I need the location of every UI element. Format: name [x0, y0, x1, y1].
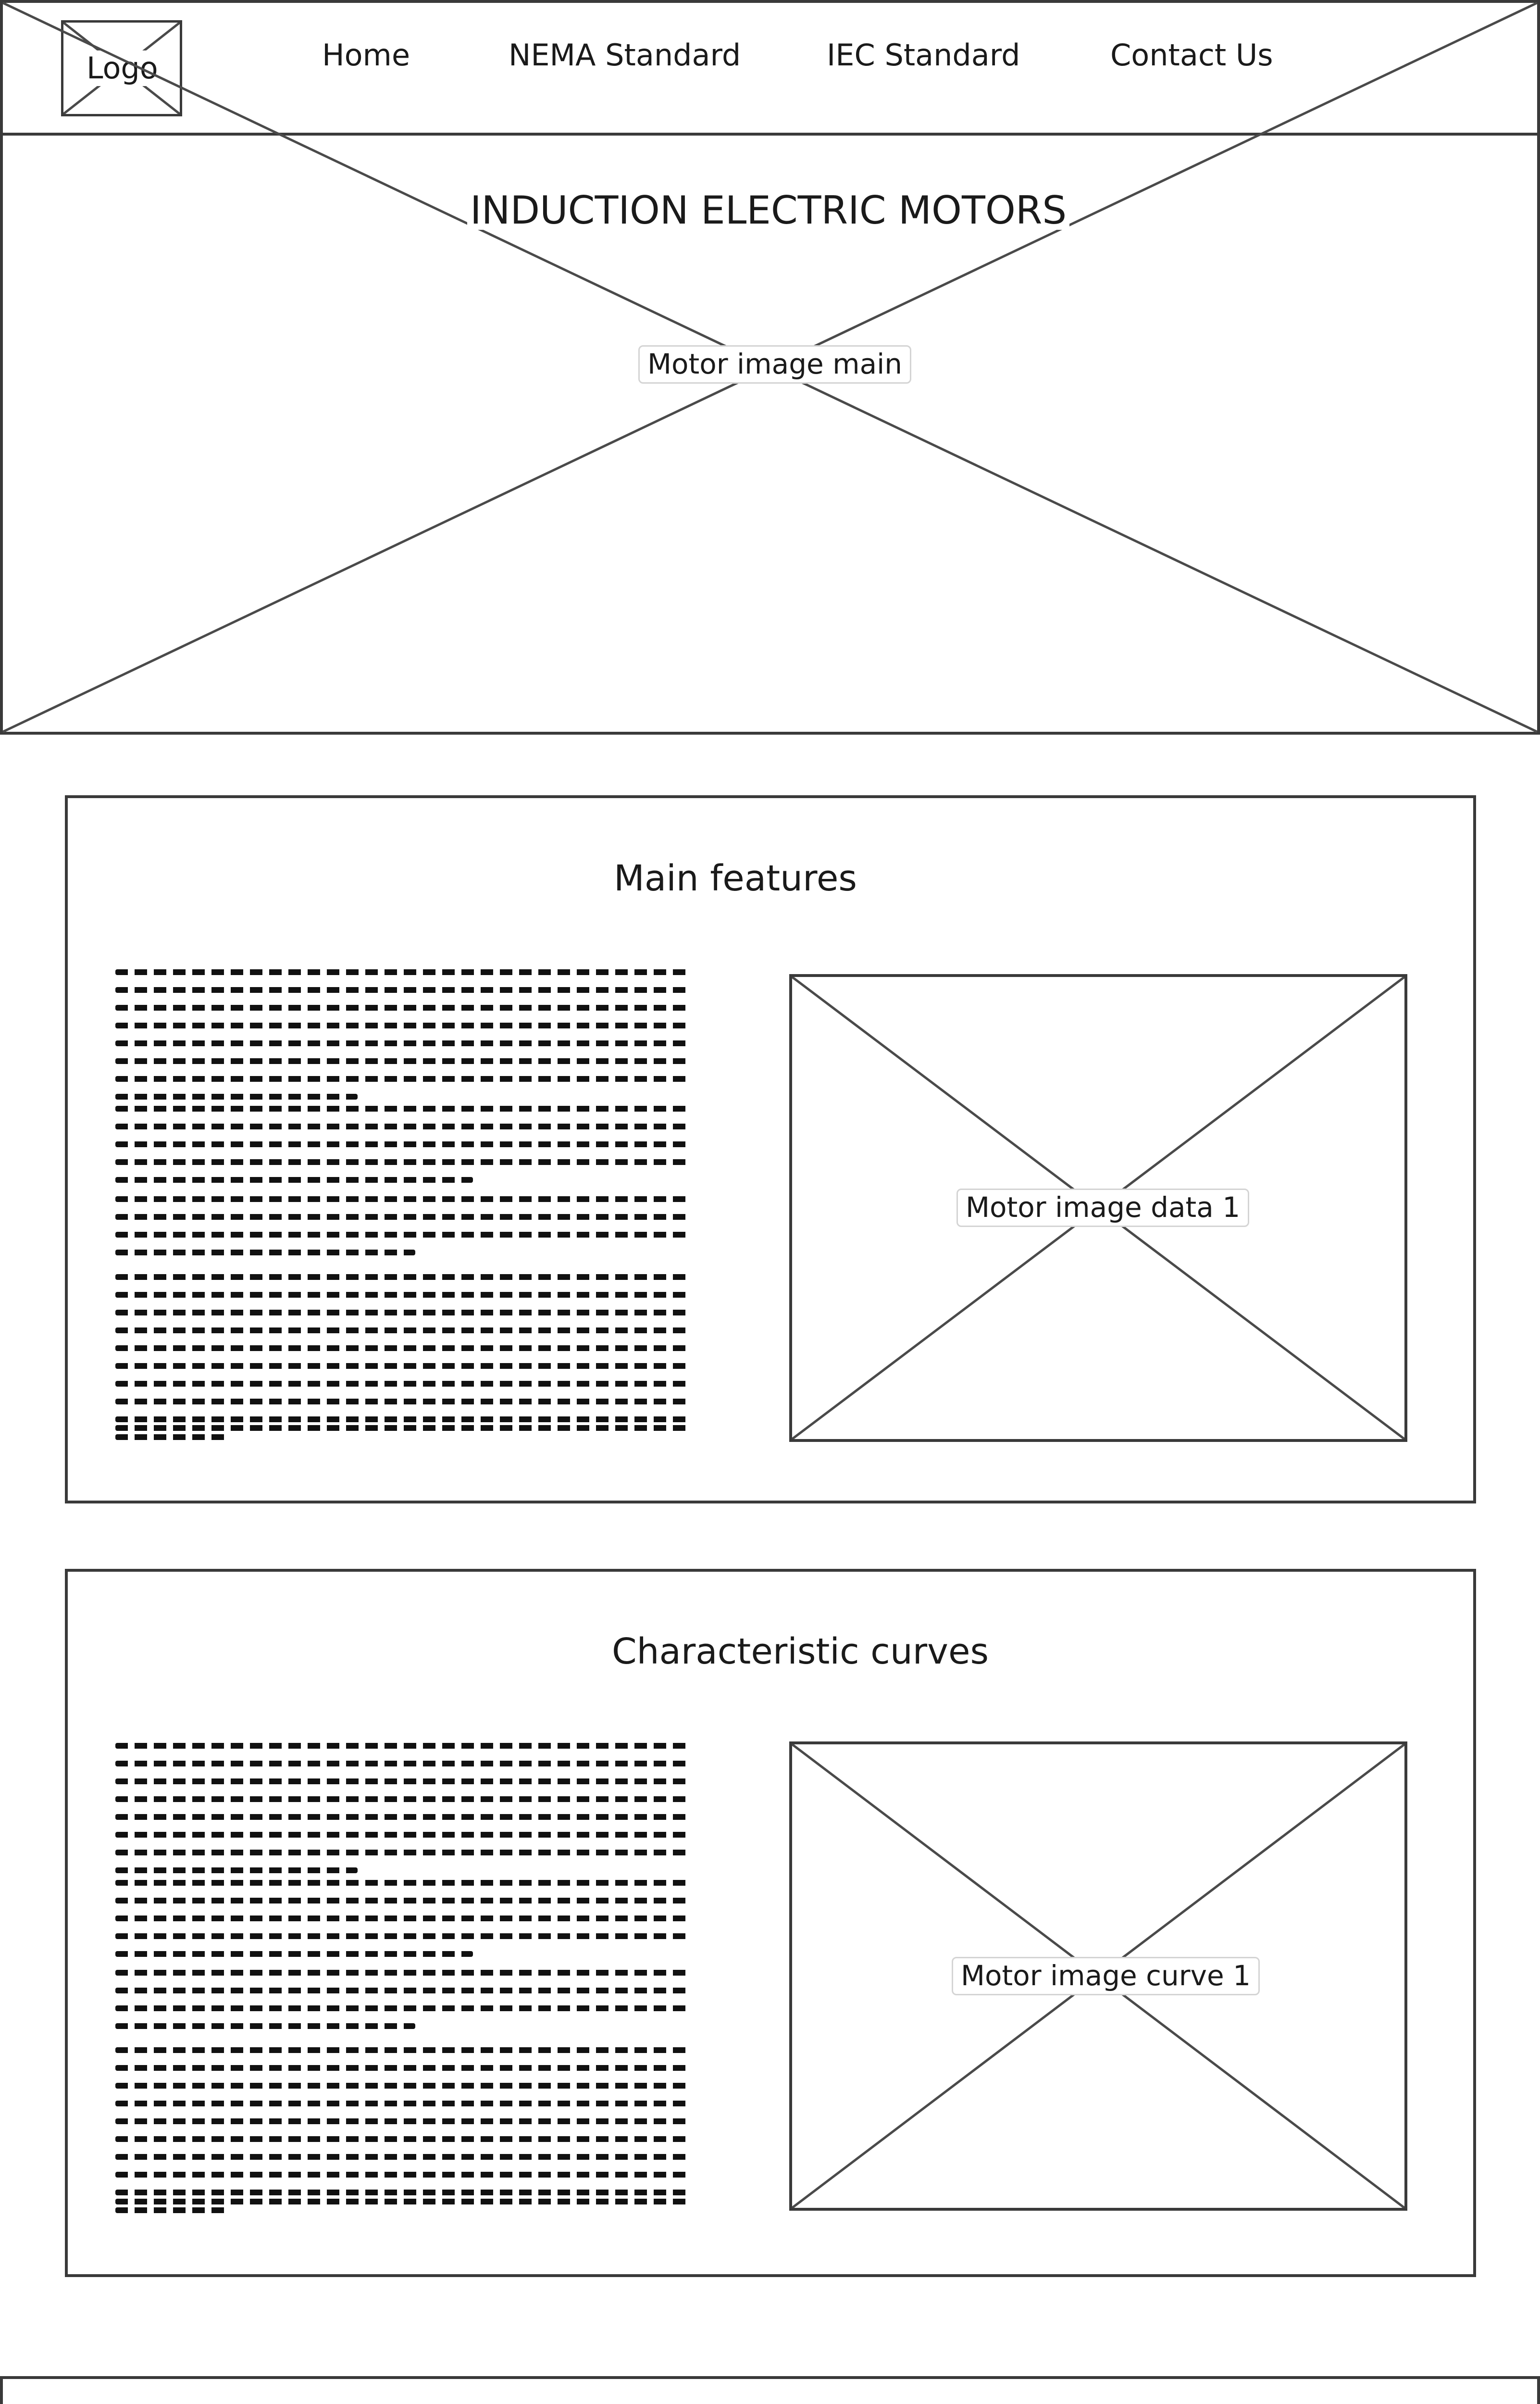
text-block [115, 1743, 692, 1885]
section-title: Characteristic curves [611, 1631, 989, 1672]
footer [0, 2376, 1540, 2404]
text-block [115, 1970, 692, 2041]
section-title: Main features [614, 858, 857, 899]
text-block [115, 969, 692, 1112]
text-block [115, 1880, 692, 1969]
nav-iec-standard[interactable]: IEC Standard [827, 38, 1020, 73]
text-block [115, 2199, 692, 2216]
hero-image-label: Motor image main [638, 345, 911, 384]
logo-label: Logo [83, 50, 162, 86]
nav-home[interactable]: Home [322, 38, 410, 73]
text-block [115, 1425, 692, 1443]
section-image [789, 1741, 1407, 2211]
nav-contact-us[interactable]: Contact Us [1110, 38, 1273, 73]
hero-title: INDUCTION ELECTRIC MOTORS [467, 191, 1069, 230]
text-block [115, 1106, 692, 1195]
section-image [789, 974, 1407, 1442]
nav-nema-standard[interactable]: NEMA Standard [509, 38, 741, 73]
text-block [115, 1196, 692, 1267]
section-image-label: Motor image data 1 [956, 1189, 1249, 1227]
section-image-label: Motor image curve 1 [952, 1957, 1260, 1995]
